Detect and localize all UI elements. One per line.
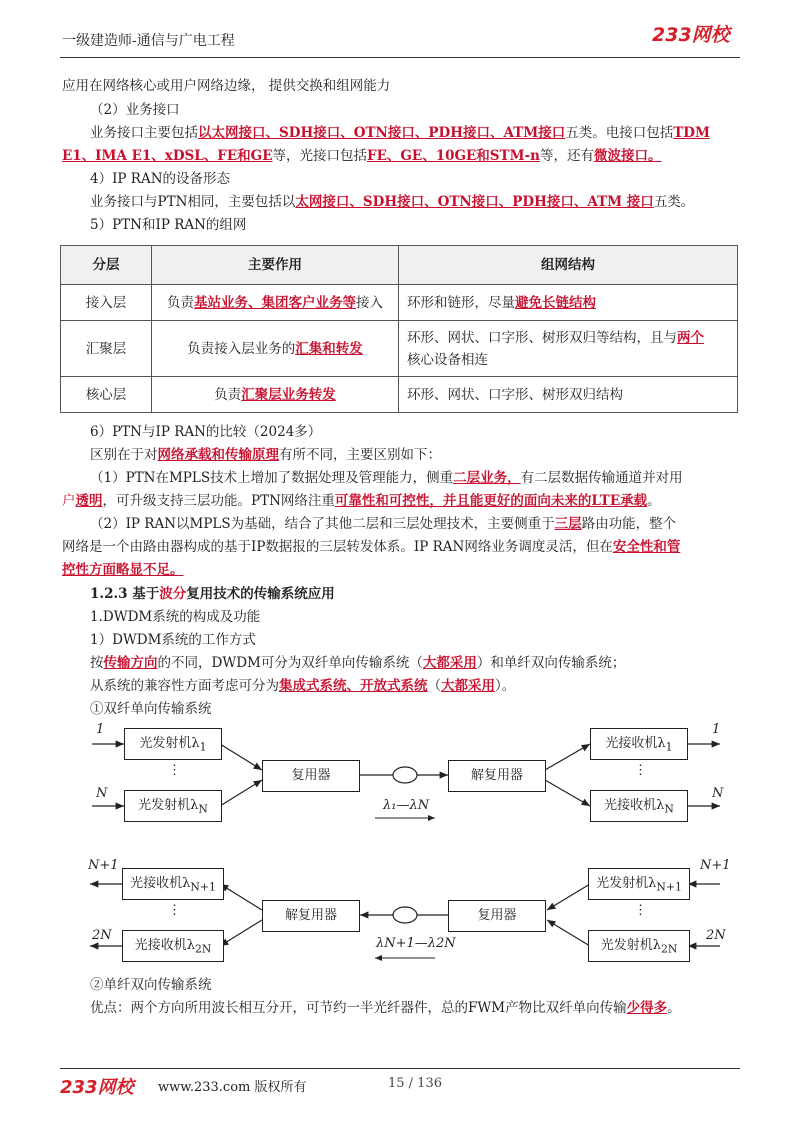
text-span: 等，还有 — [539, 148, 594, 164]
text-span: 从系统的兼容性方面考虑可分为 — [90, 678, 279, 694]
text-span: 核心设备相连 — [407, 351, 488, 368]
text-span: ）。 — [495, 678, 516, 694]
highlight-span: 集成式系统、开放式系统 — [279, 678, 428, 694]
multiplexer-box: 复用器 — [448, 900, 546, 932]
box-subscript: 1 — [199, 740, 207, 754]
text-line — [90, 999, 738, 1018]
text-span: （ — [427, 678, 441, 694]
text-span: 业务接口主要包括 — [90, 125, 198, 141]
text-span: 网络是一个由路由器构成的基于IP数据报的三层转发体系。IP RAN网络业务调度灵活，但在 — [62, 539, 613, 555]
table-cell — [399, 285, 738, 321]
box-subscript: 2N — [194, 942, 212, 956]
highlight-span: 以太网接口、SDH接口、OTN接口、PDH接口、ATM接口 — [198, 125, 566, 141]
text-span: 接入 — [356, 294, 383, 311]
receiver-box — [122, 930, 224, 962]
highlight-span: 少得多 — [626, 1000, 668, 1016]
box-subscript: 1 — [665, 740, 673, 754]
highlight-span: 大都采用 — [422, 655, 477, 671]
table-cell — [152, 377, 399, 413]
highlight-span: 网络承载和传输原理 — [157, 447, 279, 463]
table-header-cell: 主要作用 — [152, 246, 399, 285]
text-span: 环形、网状、口字形、树形双归结构 — [407, 386, 623, 403]
input-label: 1 — [96, 722, 105, 737]
section-heading: 5）PTN和IP RAN的组网 — [90, 217, 247, 233]
text-line — [90, 469, 738, 488]
text-span: ）和单纤双向传输系统； — [476, 655, 626, 671]
text-span: 户 — [62, 493, 76, 509]
table-row — [61, 377, 738, 413]
text-line — [90, 446, 738, 465]
section-heading: 1）DWDM系统的工作方式 — [90, 632, 256, 648]
text-span: 优点：两个方向所用波长相互分开，可节约一半光纤器件，总的FWM产物比双纤单向传输 — [90, 1000, 627, 1016]
footer-divider — [60, 1068, 740, 1069]
transmitter-box — [124, 728, 222, 760]
section-heading: 6）PTN与IP RAN的比较（2024多） — [90, 424, 322, 440]
wavelength-band-label: λN+1—λ2N — [376, 936, 456, 951]
text-span: （2）IP RAN以MPLS为基础，结合了其他二层和三层处理技术，主要侧重于 — [90, 516, 555, 532]
highlight-span: 微波接口。 — [593, 148, 662, 164]
output-label: N — [712, 786, 724, 801]
table-header-cell: 分层 — [61, 246, 152, 285]
ellipsis-dots: ⋮ — [634, 763, 647, 778]
output-label: N+1 — [88, 858, 119, 873]
highlight-span: 透明 — [75, 493, 103, 509]
box-subscript: N+1 — [190, 880, 216, 894]
table-cell — [399, 377, 738, 413]
text-span: 等，光接口包括 — [272, 148, 367, 164]
highlight-span: 两个 — [677, 329, 704, 346]
box-label: 光发射机λ — [596, 876, 657, 891]
header-divider — [60, 57, 740, 58]
text-line — [62, 538, 738, 557]
input-label: N — [96, 786, 108, 801]
text-line — [62, 492, 738, 511]
box-label: 光发射机λ — [600, 938, 661, 953]
page-header-title: 一级建造师-通信与广电工程 — [62, 33, 235, 49]
transmitter-box — [588, 868, 690, 900]
table-cell: 核心层 — [61, 377, 152, 413]
highlight-span: 三层 — [554, 516, 582, 532]
text-span: （1）PTN在MPLS技术上增加了数据处理及管理能力，侧重 — [90, 470, 454, 486]
wavelength-band-label: λ₁—λN — [383, 798, 430, 813]
highlight-span: 可靠性和可控性，并且能更好的面向未来的LTE承载 — [334, 493, 648, 509]
text-span: 有二层数据传输通道并对用 — [520, 470, 683, 486]
ellipsis-dots: ⋮ — [634, 903, 647, 918]
text-span: 有所不同，主要区别如下： — [279, 447, 441, 463]
text-span: 。 — [647, 493, 661, 509]
text-line — [62, 147, 738, 166]
table-header-cell: 组网结构 — [399, 246, 738, 285]
text-span: 负责接入层业务的 — [187, 340, 296, 357]
transmitter-box — [588, 930, 690, 962]
text-line — [90, 193, 738, 212]
text-span: 五类。 — [653, 194, 695, 210]
highlight-span: 汇集和转发 — [295, 340, 363, 357]
box-label: 光接收机λ — [130, 876, 191, 891]
box-subscript: 2N — [660, 942, 678, 956]
section-heading: 1.DWDM系统的构成及功能 — [90, 609, 261, 625]
footer-copyright: www.233.com 版权所有 — [158, 1080, 307, 1095]
highlight-span: 大都采用 — [441, 678, 495, 694]
highlight-span: 传输方向 — [103, 655, 158, 671]
ellipsis-dots: ⋮ — [168, 903, 181, 918]
text-span: 。 — [667, 1000, 681, 1016]
text-line — [90, 654, 738, 673]
text-line — [62, 561, 738, 580]
text-span: 1.2.3 基于 — [90, 586, 160, 602]
box-subscript: N — [664, 802, 674, 816]
footer-logo: 233网校 — [60, 1077, 134, 1098]
highlight-span: 基站业务、集团客户业务等 — [194, 294, 356, 311]
table-cell — [152, 285, 399, 321]
highlight-span: 汇聚层业务转发 — [241, 386, 336, 403]
demultiplexer-box: 解复用器 — [448, 760, 546, 792]
section-heading: （2）业务接口 — [90, 102, 180, 118]
table-cell — [152, 321, 399, 377]
highlight-span: 避免长链结构 — [515, 294, 596, 311]
input-label: N+1 — [700, 858, 731, 873]
box-label: 光接收机λ — [134, 938, 195, 953]
section-heading — [90, 585, 738, 604]
highlight-span: FE、GE、10GE和STM-n — [367, 148, 540, 164]
demultiplexer-box: 解复用器 — [262, 900, 360, 932]
box-label: 光发射机λ — [139, 736, 200, 751]
text-span: 业务接口与PTN相同，主要包括以 — [90, 194, 296, 210]
highlight-span: E1、IMA E1、xDSL、FE和GE — [62, 148, 273, 164]
output-label: 2N — [92, 928, 112, 943]
highlight-span: 安全性和管 — [612, 539, 681, 555]
text-span: 环形、网状、口字形、树形双归等结构，且与 — [407, 329, 677, 346]
receiver-box — [590, 728, 688, 760]
text-line — [90, 124, 738, 143]
table-cell — [399, 321, 738, 377]
box-label: 光接收机λ — [605, 736, 666, 751]
text-span: 按 — [90, 655, 104, 671]
text-span: 环形和链形，尽量 — [407, 294, 515, 311]
text-span: 五类。电接口包括 — [565, 125, 674, 141]
output-label: 1 — [712, 722, 721, 737]
text-line — [90, 515, 738, 534]
page-number: 15 / 136 — [388, 1076, 442, 1091]
highlight-span: 控性方面略显不足。 — [62, 562, 184, 578]
text-span: 复用技术的传输系统应用 — [186, 586, 335, 602]
box-label: 光发射机λ — [138, 798, 199, 813]
text-span: 负责 — [167, 294, 194, 311]
box-subscript: N+1 — [656, 880, 682, 894]
section-heading: ①双纤单向传输系统 — [90, 701, 212, 717]
box-label: 光接收机λ — [604, 798, 665, 813]
highlight-span: 太网接口、SDH接口、OTN接口、PDH接口、ATM 接口 — [295, 194, 654, 210]
multiplexer-box: 复用器 — [262, 760, 360, 792]
highlight-span: 二层业务， — [453, 470, 521, 486]
receiver-box — [590, 790, 688, 822]
ellipsis-dots: ⋮ — [168, 763, 181, 778]
text-line — [90, 677, 738, 696]
highlight-span: TDM — [673, 125, 710, 141]
text-span: 路由功能，整个 — [581, 516, 677, 532]
section-heading: ②单纤双向传输系统 — [90, 977, 212, 993]
text-span: 的不同，DWDM可分为双纤单向传输系统（ — [157, 655, 423, 671]
table-header-row — [61, 246, 738, 285]
table-cell: 汇聚层 — [61, 321, 152, 377]
highlight-span: 波分 — [159, 586, 187, 602]
section-heading: 4）IP RAN的设备形态 — [90, 171, 231, 187]
box-subscript: N — [198, 802, 208, 816]
transmitter-box — [124, 790, 222, 822]
network-layer-table — [60, 245, 738, 413]
table-row — [61, 321, 738, 377]
text-span: 负责 — [214, 386, 242, 403]
text-line: 应用在网络核心或用户网络边缘， 提供交换和组网能力 — [62, 78, 391, 94]
brand-logo: 233网校 — [652, 24, 730, 46]
table-row — [61, 285, 738, 321]
receiver-box — [122, 868, 224, 900]
text-span: 区别在于对 — [90, 447, 158, 463]
table-cell: 接入层 — [61, 285, 152, 321]
text-span: ，可升级支持三层功能。PTN网络注重 — [102, 493, 335, 509]
input-label: 2N — [706, 928, 726, 943]
